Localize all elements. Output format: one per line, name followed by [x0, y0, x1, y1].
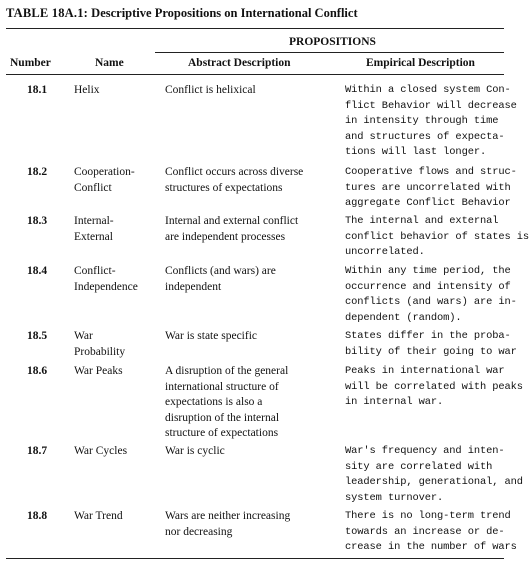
empirical-description-line: crease in the number of wars: [345, 541, 517, 554]
abstract-description-line: independent: [165, 280, 222, 293]
abstract-description-line: nor decreasing: [165, 525, 233, 538]
abstract-description-line: Wars are neither increasing: [165, 510, 291, 522]
abstract-description-line: expectations is also a: [165, 396, 263, 409]
abstract-description: [165, 165, 330, 196]
empirical-description-line: Within a closed system Con-: [345, 84, 511, 96]
abstract-description: [165, 329, 330, 345]
abstract-description: [165, 364, 330, 442]
proposition-name-line: Internal-: [74, 215, 114, 227]
empirical-description-line: conflicts (and wars) are in-: [345, 296, 517, 309]
empirical-description-line: in intensity through time: [345, 115, 499, 128]
empirical-description-line: tions will last longer.: [345, 146, 487, 159]
proposition-number: 18.2: [26, 166, 48, 178]
empirical-description-line: There is no long-term trend: [345, 510, 511, 522]
empirical-description-line: dependent (random).: [345, 311, 462, 324]
empirical-description-line: Cooperative flows and struc-: [345, 166, 517, 178]
empirical-description-line: aggregate Conflict Behavior: [345, 197, 511, 210]
proposition-name-line: War Cycles: [74, 445, 128, 457]
empirical-description: [345, 364, 523, 411]
proposition-number: 18.6: [26, 365, 48, 377]
proposition-name-line: Probability: [74, 345, 126, 358]
abstract-description-line: War is state specific: [165, 330, 257, 342]
abstract-description-line: War is cyclic: [165, 445, 225, 457]
table-label: TABLE 18A.1:: [6, 6, 89, 20]
propositions-rule: [155, 52, 504, 53]
proposition-name-line: Independence: [74, 280, 138, 293]
header-rule: [6, 74, 504, 75]
proposition-name: [74, 329, 158, 360]
empirical-description-line: bility of their going to war: [345, 345, 517, 358]
empirical-description: [345, 165, 517, 212]
empirical-description: [345, 264, 517, 326]
proposition-name: [74, 509, 158, 525]
abstract-description-line: Conflict occurs across diverse: [165, 166, 304, 178]
empirical-description: [345, 214, 529, 261]
bottom-rule: [6, 558, 504, 559]
proposition-number: 18.7: [26, 445, 48, 457]
empirical-description-line: and structures of expecta-: [345, 130, 505, 143]
empirical-header: Empirical Description: [366, 57, 475, 69]
propositions-header: PROPOSITIONS: [289, 36, 376, 48]
proposition-name: [74, 444, 158, 460]
proposition-name-line: War Trend: [74, 510, 123, 522]
abstract-description: [165, 444, 330, 460]
abstract-description-line: A disruption of the general: [165, 365, 289, 377]
empirical-description-line: leadership, generational, and: [345, 476, 523, 489]
proposition-number: 18.5: [26, 330, 48, 342]
empirical-description-line: States differ in the proba-: [345, 330, 511, 342]
empirical-description-line: will be correlated with peaks: [345, 380, 523, 393]
empirical-description: [345, 329, 517, 360]
empirical-description-line: flict Behavior will decrease: [345, 99, 517, 112]
abstract-description-line: Internal and external conflict: [165, 215, 299, 227]
empirical-description-line: Peaks in international war: [345, 365, 505, 377]
proposition-name: [74, 214, 158, 245]
top-rule: [6, 28, 504, 29]
abstract-description-line: international structure of: [165, 380, 279, 393]
name-header: Name: [95, 57, 124, 69]
abstract-description-line: structures of expectations: [165, 181, 283, 194]
proposition-name-line: Helix: [74, 84, 100, 96]
abstract-description: [165, 264, 330, 295]
proposition-number: 18.4: [26, 265, 48, 277]
abstract-description-line: are independent processes: [165, 230, 286, 243]
abstract-description: [165, 214, 330, 245]
abstract-description-line: structure of expectations: [165, 427, 279, 440]
proposition-name-line: Conflict-: [74, 265, 116, 277]
empirical-description: [345, 509, 517, 556]
empirical-description-line: The internal and external: [345, 215, 499, 227]
empirical-description-line: conflict behavior of states is: [345, 230, 529, 243]
proposition-name-line: War: [74, 330, 93, 342]
proposition-number: 18.1: [26, 84, 48, 96]
proposition-number: 18.8: [26, 510, 48, 522]
proposition-name: [74, 83, 158, 99]
abstract-description: [165, 509, 330, 540]
abstract-description-line: Conflict is helixical: [165, 84, 256, 96]
abstract-header: Abstract Description: [188, 57, 291, 69]
proposition-name-line: Conflict: [74, 181, 112, 194]
proposition-number: 18.3: [26, 215, 48, 227]
proposition-name: [74, 165, 158, 196]
empirical-description-line: uncorrelated.: [345, 246, 425, 259]
empirical-description: [345, 83, 517, 161]
proposition-name: [74, 364, 158, 380]
abstract-description: [165, 83, 330, 99]
empirical-description: [345, 444, 523, 506]
table-title: [6, 6, 358, 21]
empirical-description-line: occurrence and intensity of: [345, 280, 511, 293]
empirical-description-line: sity are correlated with: [345, 460, 493, 473]
proposition-name: [74, 264, 158, 295]
empirical-description-line: War's frequency and inten-: [345, 445, 505, 457]
proposition-name-line: Cooperation-: [74, 166, 135, 178]
number-header: Number: [10, 57, 51, 69]
empirical-description-line: towards an increase or de-: [345, 525, 505, 538]
proposition-name-line: War Peaks: [74, 365, 123, 377]
proposition-name-line: External: [74, 230, 113, 243]
empirical-description-line: in internal war.: [345, 396, 444, 409]
empirical-description-line: Within any time period, the: [345, 265, 511, 277]
table-caption: Descriptive Propositions on International Conflict: [91, 6, 358, 20]
abstract-description-line: Conflicts (and wars) are: [165, 265, 276, 277]
abstract-description-line: disruption of the internal: [165, 411, 280, 424]
empirical-description-line: system turnover.: [345, 491, 444, 504]
empirical-description-line: tures are uncorrelated with: [345, 181, 511, 194]
